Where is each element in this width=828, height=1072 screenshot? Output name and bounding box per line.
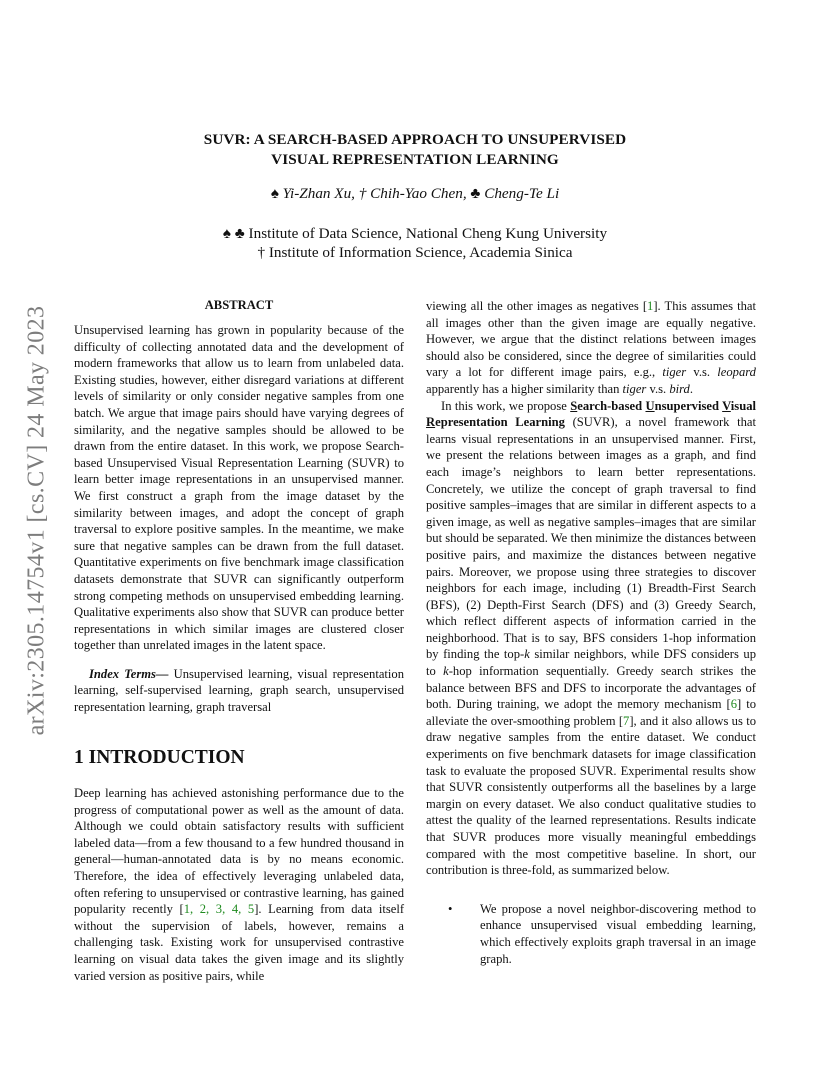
arxiv-id: arXiv:2305.14754v1 [cs.CV] 24 May 2023 [23,305,50,735]
text-span: (SUVR), a novel framework that learns visual representations in an unsupervised manner. First, we present the relations between images as a graph, and find each image’s neighbors to learn better representations. Concretely, we utilize the concept of graph traversal to find positive samples–images that are similar in different aspects to a given image, as well as negative samples–images that are similar but should be separated. We then minimize the distances between positive pairs, and maximize the distances between negative pairs. Moreover, we propose using three strategies to discover neighbors for each image, including (1) Breadth-First Search (BFS), (2) Depth-First Search (DFS) and (3) Greedy Search, which reflect different aspects of information carried in the neighborhood. That is to say, BFS considers 1-hop information by finding the top- [426,415,757,662]
math-var: k [443,664,449,679]
text-span: v.s. [686,365,718,380]
acronym-letter: V [722,398,731,413]
index-terms-text: Unsupervised learning, visual representation learning, self-supervised learning, graph search, unsupervised representation learning, graph traversal [74,666,404,715]
acronym-letter: R [426,415,436,430]
text-span: v.s. [646,381,670,396]
italic-term: tiger [622,381,647,396]
citation-link[interactable]: 1 [647,299,654,313]
acronym-letter: U [645,398,655,413]
right-paragraph-2 [426,398,756,879]
intro-paragraph [74,785,404,984]
contribution-bullet [426,901,756,967]
text-span: -hop information sequentially. Greedy search strikes the balance between BFS and DFS to incorporate the advantages of both. During training, we adopt the memory mechanism [ [426,664,756,712]
bullet-text: We propose a novel neighbor-discovering method to enhance unsupervised visual embedding learning, which effectively exploits graph traversal in an image graph. [480,901,756,966]
author-list: ♠ Yi-Zhan Xu, † Chih-Yao Chen, ♣ Cheng-Te Li [270,185,560,202]
text-span: viewing all the other images as negatives [ [426,299,648,313]
text-span: ]. This assumes that all images other than the given image are equally negative. However, we argue that the distinct relations between images should also be considered, since the degree of similarities could vary a lot for different image pairs, e.g., [426,299,756,380]
acronym-letter: S [570,398,578,413]
text-span: ], and it also allows us to draw negative samples from the entire dataset. We conduct experiments on five benchmark datasets for image classification task to evaluate the proposed SUVR. Experimental results show that SUVR consistently outperforms all the baselines by a large margin on every dataset. We also conduct qualitative studies to attest the quality of the learned representations. Results indicate that SUVR produces more visually meaningful embeddings compared with the most competitive baseline. In short, our contribution is three-fold, as summarized below. [426,713,756,878]
intro-text-a: Deep learning has achieved astonishing performance due to the progress of computational power as well as the amount of data. Although we could obtain satisfactory results with sufficient labeled data—from a few thousand to a few hundred thousand in general—human-annotated data is by no means economic. Therefore, the idea of effectively leveraging unlabeled data, often refering to unsupervised or contrastive learning, has gained popularity recently [ [74,786,404,917]
right-paragraph-1 [426,298,756,398]
citation-link[interactable]: 7 [623,713,630,728]
title-line-1: SUVR: A SEARCH-BASED APPROACH TO UNSUPERVISED [203,131,627,148]
text-span: ] to alleviate the over-smoothing problem [ [426,697,756,728]
arxiv-stamp [22,280,52,760]
text-span: similar neighbors, while DFS considers up to [426,647,756,679]
index-terms-label: Index Terms— [89,666,169,681]
italic-term: bird [669,381,690,396]
affiliation-1: ♠ ♣ Institute of Data Science, National Cheng Kung University [222,225,608,242]
citation-link[interactable]: 1, 2, 3, 4, 5 [183,902,255,917]
index-terms [74,666,404,716]
paper-title [100,130,730,170]
text-span: apparently has a higher similarity than [426,381,623,396]
math-var: k [524,647,530,662]
text-span: earch-based [577,398,646,413]
text-span: nsupervised [654,398,719,413]
text-span: epresentation Learning [435,415,565,430]
affiliation-2: † Institute of Information Science, Academia Sinica [257,244,573,261]
intro-body [74,785,404,984]
section-heading-introduction: 1 INTRODUCTION [74,747,245,768]
text-span: . [689,381,694,396]
abstract-text: Unsupervised learning has grown in popularity because of the difficulty of collecting annotated data and the development of modern frameworks that allow us to learn from unlabeled data. Existing studies, however, either disregard variations at different levels of similarity or only consider negative samples from one batch. We argue that image pairs should have varying degrees of similarity, and the negative samples should be allowed to be drawn from the entire dataset. In this work, we propose Search-based Unsupervised Visual Representation Learning (SUVR) to learn better image representations in an unsupervised manner. We first construct a graph from the image dataset by the similarity between images, and adopt the concept of graph traversal to explore positive samples. In the meantime, we make sure that negative samples can be drawn from the full dataset. Quantitative experiments on five benchmark image classification datasets demonstrate that SUVR can significantly outperform strong competing methods on unsupervised embedding learning. Qualitative experiments also show that SUVR can produce better representations in which similar images are clustered closer together than unrelated images in the latent space. [74,323,404,653]
title-line-2: VISUAL REPRESENTATION LEARNING [271,151,559,168]
abstract-heading: ABSTRACT [204,298,274,312]
text-span: isual [730,398,756,413]
text-span: In this work, we propose [441,398,571,413]
intro-text-b: ]. Learning from data itself without the supervision of labels, however, remains a challenging task. Existing work for unsupervised contrastive learning on visual data takes the given image and its slightly varied version as positive pairs, while [74,902,405,983]
italic-term: leopard [717,365,756,380]
citation-link[interactable]: 6 [730,697,738,712]
bullet-marker: • [448,901,453,916]
right-column [426,298,756,967]
abstract-body [74,322,404,716]
italic-term: tiger [662,365,687,380]
